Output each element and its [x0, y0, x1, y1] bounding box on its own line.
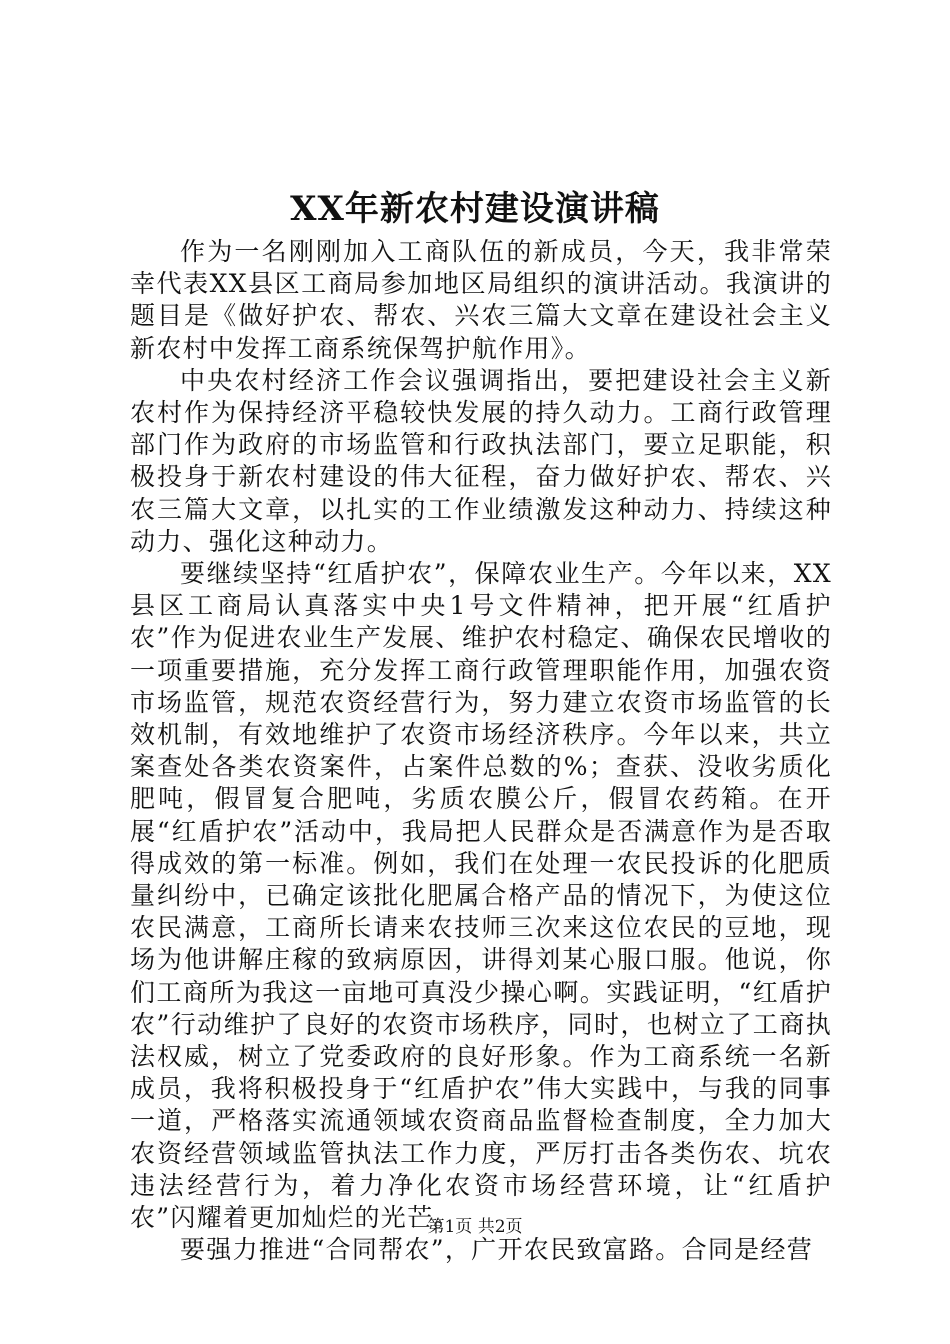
- paragraph-3: 要继续坚持“红盾护农”，保障农业生产。今年以来，XX县区工商局认真落实中央1号文件精神，把开展“红盾护农”作为促进农业生产发展、维护农村稳定、确保农民增收的一项重要措施，充分发挥工商行政管理职能作用，加强农资市场监管，规范农资经营行为，努力建立农资市场监管的长效机制，有效地维护了农资市场经济秩序。今年以来，共立案查处各类农资案件，占案件总数的%；查获、没收劣质化肥吨，假冒复合肥吨，劣质农膜公斤，假冒农药箱。在开展“红盾护农”活动中，我局把人民群众是否满意作为是否取得成效的第一标准。例如，我们在处理一农民投诉的化肥质量纠纷中，已确定该批化肥属合格产品的情况下，为使这位农民满意，工商所长请来农技师三次来这位农民的豆地，现场为他讲解庄稼的致病原因，讲得刘某心服口服。他说，你们工商所为我这一亩地可真没少操心啊。实践证明，“红盾护农”行动维护了良好的农资市场秩序，同时，也树立了工商执法权威，树立了党委政府的良好形象。作为工商系统一名新成员，我将积极投身于“红盾护农”伟大实践中，与我的同事一道，严格落实流通领域农资商品监督检查制度，全力加大农资经营领域监管执法工作力度，严厉打击各类伤农、坑农违法经营行为，着力净化农资市场经营环境，让“红盾护农”闪耀着更加灿烂的光芒。: [130, 559, 832, 1233]
- paragraph-2: 中央农村经济工作会议强调指出，要把建设社会主义新农村作为保持经济平稳较快发展的持久动力。工商行政管理部门作为政府的市场监管和行政执法部门，要立足职能，积极投身于新农村建设的伟大征程，奋力做好护农、帮农、兴农三篇大文章，以扎实的工作业绩激发这种动力、持续这种动力、强化这种动力。: [130, 365, 832, 556]
- document-body: [130, 236, 832, 1267]
- paragraph-1: 作为一名刚刚加入工商队伍的新成员，今天，我非常荣幸代表XX县区工商局参加地区局组织的演讲活动。我演讲的题目是《做好护农、帮农、兴农三篇大文章在建设社会主义新农村中发挥工商系统保驾护航作用》。: [130, 237, 832, 363]
- page-number: 第1页 共2页: [427, 1217, 523, 1237]
- document-title: XX年新农村建设演讲稿: [290, 189, 660, 229]
- paragraph-4: 要强力推进“合同帮农”，广开农民致富路。合同是经营: [180, 1235, 814, 1265]
